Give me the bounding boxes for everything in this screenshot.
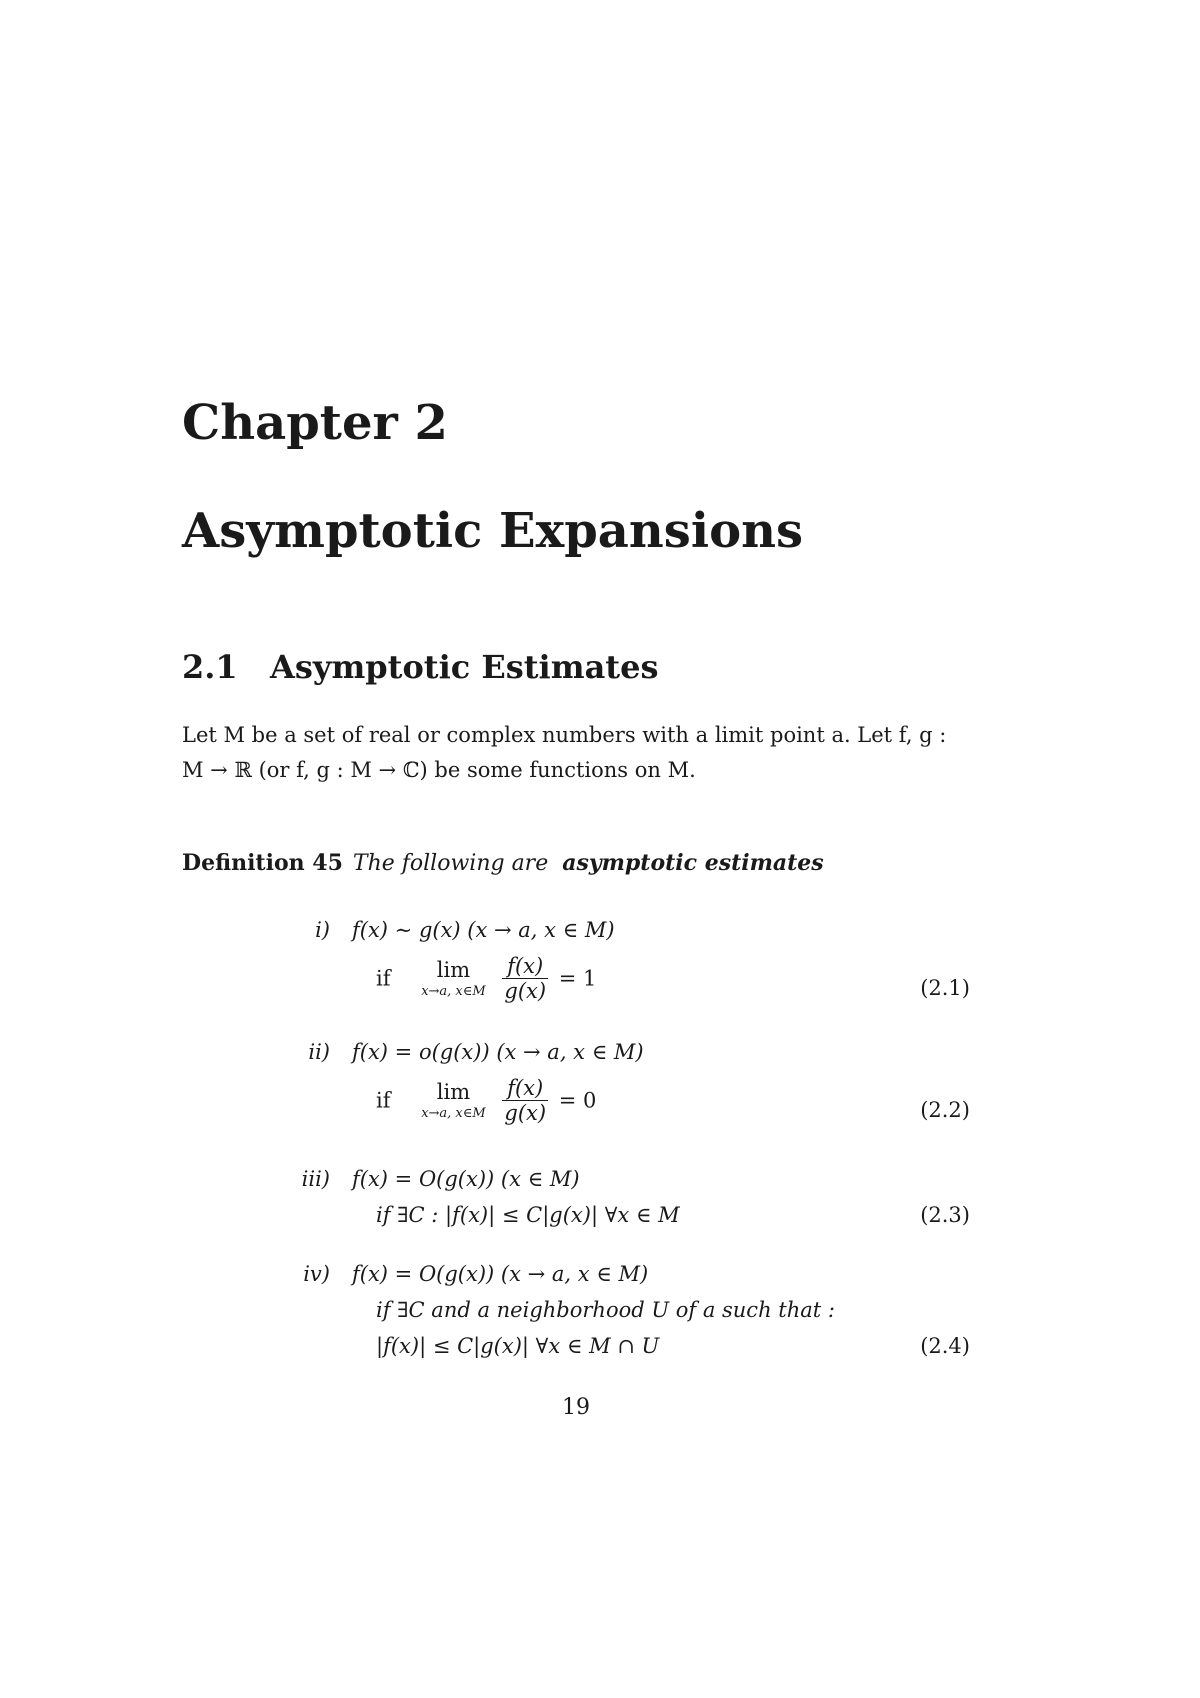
definition-heading <box>182 850 824 876</box>
equation-number: (2.2) <box>920 1098 970 1122</box>
item-condition: if ∃C and a neighborhood U of a such that : <box>376 1298 835 1322</box>
page-number: 19 <box>562 1395 590 1420</box>
item-condition: if ∃C : |f(x)| ≤ C|g(x)| ∀x ∈ M <box>376 1203 680 1227</box>
chapter-title: Asymptotic Expansions <box>182 503 803 559</box>
item-condition <box>376 954 596 1003</box>
section-title: Asymptotic Estimates <box>270 648 659 686</box>
if-word: if <box>376 1088 391 1113</box>
item-statement: f(x) = O(g(x)) (x ∈ M) <box>352 1167 580 1191</box>
lim-word: lim <box>436 1080 471 1104</box>
item-condition <box>376 1076 596 1125</box>
item-statement: f(x) = o(g(x)) (x → a, x ∈ M) <box>352 1040 644 1064</box>
item-marker: ii) <box>308 1040 330 1064</box>
estimate-item-ii <box>280 1040 970 1140</box>
fraction <box>502 1076 548 1125</box>
lim-subscript: x→a, x∈M <box>421 1106 486 1121</box>
lim-subscript: x→a, x∈M <box>421 984 486 999</box>
intro-line-1: Let M be a set of real or complex numbers with a limit point a. Let f, g : <box>182 723 947 747</box>
limit-value: = 0 <box>558 1088 597 1113</box>
item-marker: iv) <box>303 1262 330 1286</box>
equation-number: (2.3) <box>920 1203 970 1227</box>
fraction <box>502 954 548 1003</box>
item-statement: f(x) = O(g(x)) (x → a, x ∈ M) <box>352 1262 649 1286</box>
definition-term: asymptotic estimates <box>562 850 824 876</box>
limit-value: = 1 <box>558 966 597 991</box>
limit-operator <box>421 958 486 999</box>
chapter-label: Chapter 2 <box>182 395 448 451</box>
equation-number: (2.1) <box>920 976 970 1000</box>
if-word: if <box>376 966 391 991</box>
limit-operator <box>421 1080 486 1121</box>
definition-label: Definition 45 <box>182 850 343 876</box>
fraction-denominator: g(x) <box>504 1101 547 1125</box>
item-marker: i) <box>315 918 330 942</box>
fraction-numerator: f(x) <box>502 1076 548 1101</box>
lim-word: lim <box>436 958 471 982</box>
definition-intro: The following are <box>352 851 549 876</box>
fraction-numerator: f(x) <box>502 954 548 979</box>
item-marker: iii) <box>301 1167 330 1191</box>
estimate-item-iv <box>280 1262 970 1372</box>
estimate-item-iii <box>280 1167 970 1237</box>
equation-number: (2.4) <box>920 1334 970 1358</box>
item-condition-continued: |f(x)| ≤ C|g(x)| ∀x ∈ M ∩ U <box>376 1334 660 1358</box>
item-statement: f(x) ∼ g(x) (x → a, x ∈ M) <box>352 918 615 942</box>
section-number: 2.1 <box>182 648 238 686</box>
fraction-denominator: g(x) <box>504 979 547 1003</box>
estimate-item-i <box>280 918 970 1018</box>
section-heading <box>182 648 658 686</box>
intro-paragraph <box>182 718 972 788</box>
intro-line-2: M → ℝ (or f, g : M → ℂ) be some functions on M. <box>182 758 696 782</box>
